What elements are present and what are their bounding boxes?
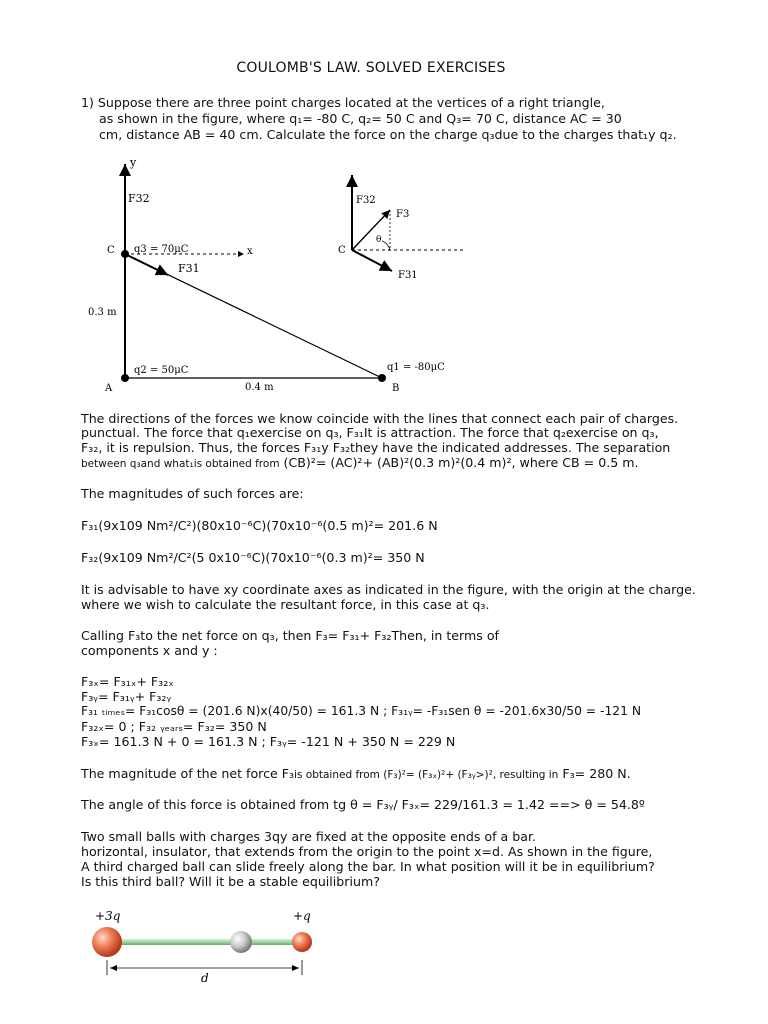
f32-label: F32: [128, 192, 150, 205]
theta-label: θ: [376, 235, 382, 245]
side-ab-label: 0.4 m: [245, 382, 274, 393]
f3-vector-label: F3: [396, 209, 410, 220]
vertex-a-label: A: [105, 383, 113, 394]
q2-label: q2 = 50μC: [134, 365, 189, 376]
y-axis-label: y: [130, 156, 137, 169]
bar-figure: [85, 905, 325, 985]
insulator-bar: [107, 939, 303, 945]
paragraph-1-line1: The directions of the forces we know coincide with the lines that connect each pair of charges.: [81, 411, 679, 426]
f31-vector-label: F31: [398, 270, 418, 281]
magnitude-line: [81, 766, 631, 783]
vertex-b-label: B: [392, 383, 400, 394]
x-axis-arrow: [238, 251, 244, 257]
distance-arrow-left: [110, 965, 117, 971]
paragraph-1-line4: [81, 455, 639, 472]
left-ball-3q: [92, 927, 122, 957]
problem2-line3: A third charged ball can slide freely along the bar. In what position will it be in equilibrium?: [81, 859, 655, 874]
page-title: COULOMB'S LAW. SOLVED EXERCISES: [236, 60, 506, 76]
side-ac-label: 0.3 m: [88, 307, 117, 318]
vertex-c-label: C: [107, 245, 115, 256]
charge-q2: [121, 374, 129, 382]
paragraph-1-line4-small: between q₃and what₁is obtained from: [81, 458, 280, 470]
sliding-ball: [230, 931, 252, 953]
left-charge-label: +3q: [95, 909, 121, 923]
paragraph-2: The magnitudes of such forces are:: [81, 486, 304, 501]
problem1-line3: cm, distance AB = 40 cm. Calculate the force on the charge q₃due to the charges that₁y q₂.: [99, 127, 677, 142]
paragraph-3-line2: where we wish to calculate the resultant force, in this case at q₃.: [81, 597, 490, 612]
problem2-line2: horizontal, insulator, that extends from the origin to the point x=d. As shown in the figure,: [81, 844, 653, 859]
equation-4: F₃₂ₓ= 0 ; F₃₂ ᵧₑₐᵣₛ= F₃₂= 350 N: [81, 719, 267, 734]
magnitude-line-a: The magnitude of the net force F₃: [81, 766, 295, 781]
charge-q3: [121, 250, 129, 258]
problem1-line1: 1) Suppose there are three point charges located at the vertices of a right triangle,: [81, 95, 605, 110]
right-ball-q: [292, 932, 312, 952]
paragraph-1-line4-eq: (CB)²= (AC)²+ (AB)²(0.3 m)²(0.4 m)², where CB = 0.5 m.: [279, 455, 639, 470]
problem1-line2: as shown in the figure, where q₁= -80 C, q₂= 50 C and Q₃= 70 C, distance AC = 30: [99, 111, 622, 126]
distance-label: d: [201, 971, 209, 985]
paragraph-1-line2: punctual. The force that q₁exercise on q₃, F₃₁It is attraction. The force that q₂exercise on q₃,: [81, 425, 659, 440]
f31-arrow: [125, 254, 168, 275]
equation-2: F₃ᵧ= F₃₁ᵧ+ F₃₂ᵧ: [81, 689, 172, 704]
f31-vector: [352, 250, 392, 271]
paragraph-1-line3: F₃₂, it is repulsion. Thus, the forces F₃₁y F₃₂they have the indicated addresses. The separation: [81, 440, 671, 455]
equation-1: F₃ₓ= F₃₁ₓ+ F₃₂ₓ: [81, 674, 174, 689]
equation-3: F₃₁ ₜᵢₘₑₛ= F₃₁cosθ = (201.6 N)x(40/50) = 161.3 N ; F₃₁ᵧ= -F₃₁sen θ = -201.6x30/50 = -121 N: [81, 704, 642, 718]
x-axis-label: x: [247, 246, 253, 257]
equation-5: F₃ₓ= 161.3 N + 0 = 161.3 N ; F₃ᵧ= -121 N + 350 N = 229 N: [81, 734, 456, 749]
distance-arrow-right: [292, 965, 299, 971]
paragraph-3-line1: It is advisable to have xy coordinate axes as indicated in the figure, with the origin at the charge.: [81, 582, 696, 597]
angle-line: The angle of this force is obtained from tg θ = F₃ᵧ/ F₃ₓ= 229/161.3 = 1.42 ==> θ = 54.8º: [81, 797, 645, 812]
problem2-line4: Is this third ball? Will it be a stable equilibrium?: [81, 874, 380, 889]
problem2-line1: Two small balls with charges 3qy are fixed at the opposite ends of a bar.: [81, 829, 536, 844]
q3-label: q3 = 70μC: [134, 244, 189, 255]
f3-vector: [352, 210, 390, 250]
paragraph-4-line2: components x and y :: [81, 643, 218, 658]
f32-vector-label: F32: [356, 195, 376, 206]
charge-q1: [378, 374, 386, 382]
f31-equation: F₃₁(9x109 Nm²/C²)(80x10⁻⁶C)(70x10⁻⁶(0.5 m)²= 201.6 N: [81, 518, 438, 533]
magnitude-line-b: is obtained from (F₃)²= (F₃ₓ)²+ (F₃ᵧ>)², resulting in: [294, 769, 559, 781]
magnitude-line-c: F₃= 280 N.: [558, 766, 631, 781]
f31-label: F31: [178, 262, 200, 275]
vertex-c-label-2: C: [338, 245, 346, 256]
paragraph-4-line1: Calling F₃to the net force on q₃, then F₃= F₃₁+ F₃₂Then, in terms of: [81, 628, 499, 643]
f32-equation: F₃₂(9x109 Nm²/C²(5 0x10⁻⁶C)(70x10⁻⁶(0.3 m)²= 350 N: [81, 550, 425, 565]
q1-label: q1 = -80μC: [387, 362, 445, 373]
force-diagram: [330, 165, 480, 285]
right-charge-label: +q: [293, 909, 311, 923]
